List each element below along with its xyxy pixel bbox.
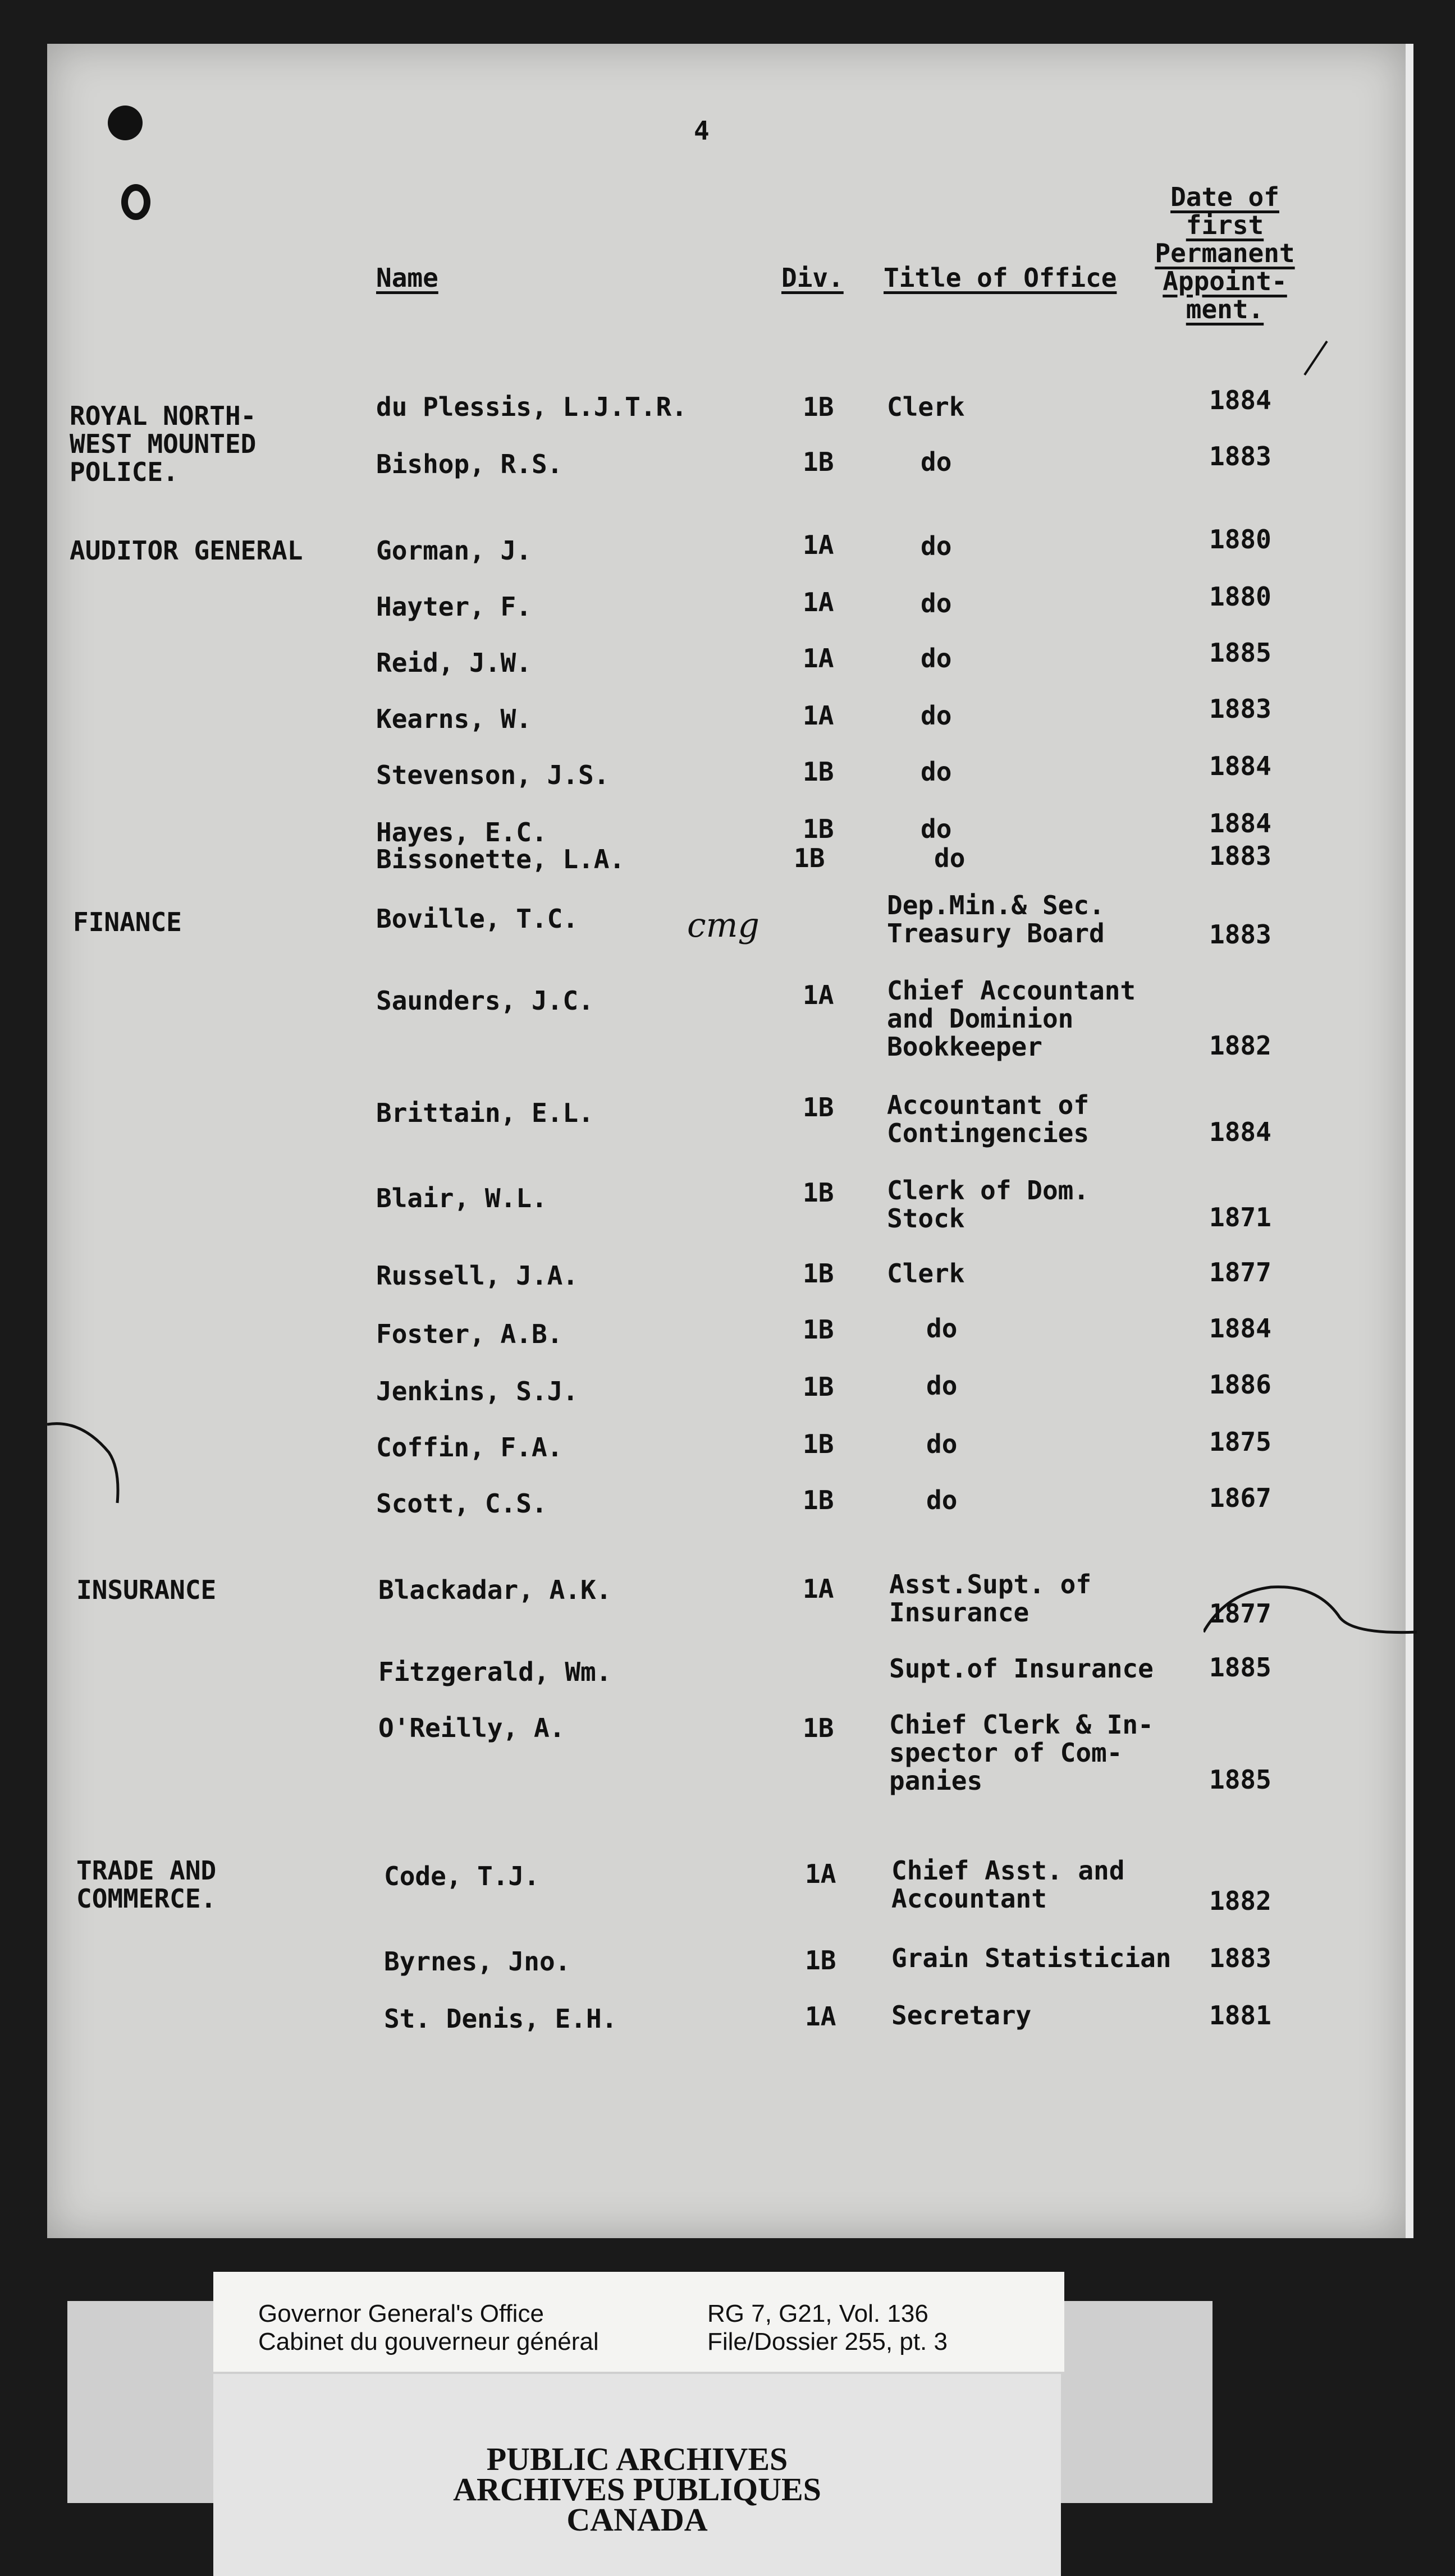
header-date-line: Date of xyxy=(1170,182,1279,212)
row-year: 1875 xyxy=(1209,1427,1271,1457)
page-number: 4 xyxy=(694,116,710,146)
row-name: Russell, J.A. xyxy=(376,1261,579,1291)
row-year: 1883 xyxy=(1209,1943,1271,1973)
row-title: Secretary xyxy=(891,2000,1032,2030)
row-div: 1A xyxy=(803,1574,834,1604)
row-year: 1882 xyxy=(1209,1886,1271,1916)
row-year: 1881 xyxy=(1209,2000,1271,2030)
row-div: 1A xyxy=(803,587,834,617)
department-line: ROYAL NORTH- xyxy=(70,401,257,431)
department-line: COMMERCE. xyxy=(76,1883,217,1914)
department-finance: FINANCE xyxy=(73,907,182,937)
row-title: Insurance xyxy=(889,1597,1030,1628)
row-div: 1A xyxy=(803,980,834,1010)
row-title: do xyxy=(926,1370,958,1401)
punch-hole xyxy=(108,106,143,140)
row-name: Code, T.J. xyxy=(384,1861,539,1891)
header-div: Div. xyxy=(781,263,844,293)
document-page xyxy=(47,44,1413,2238)
row-title: do xyxy=(921,531,952,561)
row-div: 1A xyxy=(805,1859,836,1889)
row-title: Supt.of Insurance xyxy=(889,1653,1154,1684)
row-div: 1B xyxy=(803,447,834,477)
reference-label xyxy=(213,2272,1064,2372)
pen-mark-right xyxy=(1204,1576,1417,1649)
row-name: Kearns, W. xyxy=(376,704,532,734)
row-div: 1B xyxy=(805,1945,836,1975)
stamp-line: ARCHIVES PUBLIQUES xyxy=(453,2471,821,2508)
row-title: Treasury Board xyxy=(887,918,1105,948)
row-name: O'Reilly, A. xyxy=(378,1713,565,1743)
row-year: 1880 xyxy=(1209,524,1271,554)
row-title: do xyxy=(926,1313,958,1344)
row-name: Blackadar, A.K. xyxy=(378,1575,612,1605)
row-div: 1B xyxy=(803,1177,834,1208)
punch-hole-ring xyxy=(121,184,150,220)
row-name: Brittain, E.L. xyxy=(376,1098,594,1128)
row-year: 1885 xyxy=(1209,1652,1271,1683)
label-office-en: Governor General's Office xyxy=(258,2300,544,2327)
row-name: Byrnes, Jno. xyxy=(384,1946,571,1977)
header-date-line: first xyxy=(1186,210,1264,240)
row-name: Hayter, F. xyxy=(376,592,532,622)
row-year: 1883 xyxy=(1209,919,1271,950)
row-year: 1867 xyxy=(1209,1483,1271,1513)
department-line: POLICE. xyxy=(70,457,179,487)
pen-mark-tick xyxy=(1299,336,1333,381)
row-div: 1B xyxy=(803,1314,834,1345)
handwritten-annotation: cmg xyxy=(687,906,759,945)
row-year: 1883 xyxy=(1209,441,1271,471)
row-year: 1884 xyxy=(1209,1313,1271,1344)
department-line: TRADE AND xyxy=(76,1855,217,1886)
row-title: Grain Statistician xyxy=(891,1943,1172,1973)
row-title: Chief Asst. and xyxy=(891,1855,1125,1886)
row-year: 1884 xyxy=(1209,808,1271,838)
row-div: 1B xyxy=(794,843,825,873)
row-name: Coffin, F.A. xyxy=(376,1432,563,1463)
label-record-group: RG 7, G21, Vol. 136 xyxy=(707,2300,928,2327)
row-name: Gorman, J. xyxy=(376,535,532,566)
row-div: 1B xyxy=(803,1713,834,1743)
row-title: do xyxy=(921,447,952,477)
row-div: 1A xyxy=(805,2001,836,2032)
row-div: 1B xyxy=(803,1485,834,1515)
row-title: Accountant xyxy=(891,1883,1047,1914)
row-title: Chief Accountant xyxy=(887,975,1136,1006)
row-div: 1A xyxy=(803,643,834,673)
row-name: Hayes, E.C. xyxy=(376,817,547,847)
label-office-fr: Cabinet du gouverneur général xyxy=(258,2328,599,2355)
row-title: Clerk xyxy=(887,1258,965,1289)
row-name: Reid, J.W. xyxy=(376,648,532,678)
row-year: 1886 xyxy=(1209,1369,1271,1400)
row-year: 1882 xyxy=(1209,1030,1271,1061)
row-div: 1B xyxy=(803,1429,834,1459)
stamp-line: PUBLIC ARCHIVES xyxy=(486,2441,788,2477)
row-title: do xyxy=(921,588,952,618)
row-name: Scott, C.S. xyxy=(376,1488,547,1519)
row-title: do xyxy=(921,700,952,731)
row-name: Stevenson, J.S. xyxy=(376,760,610,790)
header-date-line: Permanent xyxy=(1155,238,1295,268)
row-title: do xyxy=(926,1485,958,1515)
row-title: Stock xyxy=(887,1203,965,1234)
row-title: Bookkeeper xyxy=(887,1032,1042,1062)
row-title: Contingencies xyxy=(887,1118,1090,1148)
row-year: 1883 xyxy=(1209,841,1271,871)
row-title: do xyxy=(921,757,952,787)
row-title: Accountant of xyxy=(887,1090,1090,1120)
header-title-of-office: Title of Office xyxy=(884,263,1117,293)
row-year: 1885 xyxy=(1209,638,1271,668)
header-name: Name xyxy=(376,263,438,293)
row-name: Saunders, J.C. xyxy=(376,986,594,1016)
row-name: Foster, A.B. xyxy=(376,1319,563,1349)
row-div: 1A xyxy=(803,700,834,731)
row-year: 1877 xyxy=(1209,1257,1271,1287)
row-year: 1884 xyxy=(1209,385,1271,415)
row-div: 1B xyxy=(803,1258,834,1289)
row-title: and Dominion xyxy=(887,1003,1074,1034)
row-year: 1884 xyxy=(1209,1117,1271,1147)
row-name: Bishop, R.S. xyxy=(376,449,563,479)
row-div: 1B xyxy=(803,814,834,844)
row-title: spector of Com- xyxy=(889,1738,1123,1768)
row-div: 1B xyxy=(803,1092,834,1122)
stamp-line: CANADA xyxy=(566,2501,708,2538)
row-title: Asst.Supt. of xyxy=(889,1569,1092,1599)
row-name: du Plessis, L.J.T.R. xyxy=(376,392,687,422)
row-title: panies xyxy=(889,1766,983,1796)
header-date-line: ment. xyxy=(1186,294,1264,324)
row-year: 1885 xyxy=(1209,1764,1271,1795)
label-file: File/Dossier 255, pt. 3 xyxy=(707,2328,948,2355)
row-title: do xyxy=(934,843,966,873)
row-title: do xyxy=(921,643,952,673)
archive-stamp xyxy=(213,2374,1061,2576)
row-title: do xyxy=(921,814,952,844)
row-year: 1880 xyxy=(1209,581,1271,612)
row-name: Blair, W.L. xyxy=(376,1183,547,1213)
row-year: 1877 xyxy=(1209,1598,1271,1629)
row-year: 1884 xyxy=(1209,751,1271,781)
header-date-line: Appoint- xyxy=(1163,266,1287,296)
row-div: 1B xyxy=(803,1372,834,1402)
department-line: WEST MOUNTED xyxy=(70,429,257,459)
row-year: 1883 xyxy=(1209,694,1271,724)
department-auditor-general: AUDITOR GENERAL xyxy=(70,535,303,566)
row-div: 1A xyxy=(803,530,834,560)
row-title: Clerk of Dom. xyxy=(887,1175,1090,1206)
row-year: 1871 xyxy=(1209,1202,1271,1232)
row-title: Dep.Min.& Sec. xyxy=(887,890,1105,920)
pen-mark-left xyxy=(47,1413,159,1514)
row-title: Chief Clerk & In- xyxy=(889,1709,1154,1740)
row-name: Fitzgerald, Wm. xyxy=(378,1657,612,1687)
row-name: Boville, T.C. xyxy=(376,904,579,934)
row-name: Jenkins, S.J. xyxy=(376,1376,579,1406)
row-name: Bissonette, L.A. xyxy=(376,844,625,874)
department-insurance: INSURANCE xyxy=(76,1575,217,1605)
row-div: 1B xyxy=(803,392,834,422)
row-div: 1B xyxy=(803,757,834,787)
row-title: Clerk xyxy=(887,392,965,422)
row-name: St. Denis, E.H. xyxy=(384,2004,617,2034)
row-title: do xyxy=(926,1429,958,1459)
